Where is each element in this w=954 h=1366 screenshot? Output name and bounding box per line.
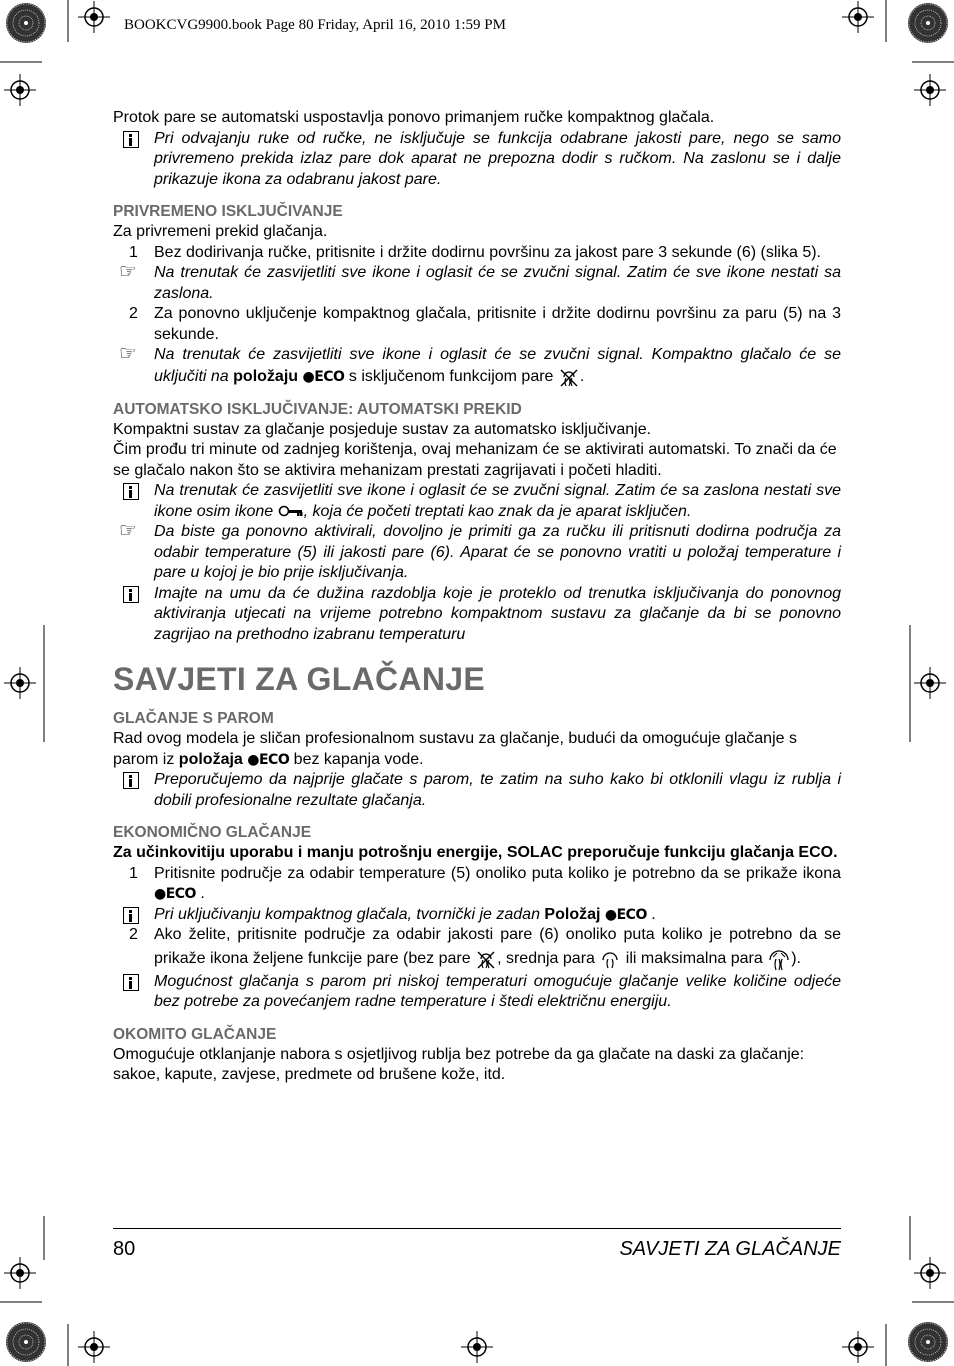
section-heading: OKOMITO GLAČANJE xyxy=(113,1025,277,1043)
info-icon xyxy=(123,907,139,924)
note-row xyxy=(113,972,841,1013)
pointing-hand-icon: ☞ xyxy=(119,518,137,542)
step-row xyxy=(113,304,841,345)
step-text: Ako želite, pritisnite područje za odabir jakosti pare (6) onoliko puta koliko je potrebno da se prikaže ikona željene funkcije pare (bez pare , srednja para ili maksimalna para ). xyxy=(154,925,841,972)
note-row xyxy=(113,129,841,191)
footer-rule xyxy=(113,1228,841,1229)
footer-title: SAVJETI ZA GLAČANJE xyxy=(619,1238,841,1260)
pointing-hand-icon: ☞ xyxy=(119,341,137,365)
note-text: Pri uključivanju kompaktnog glačala, tvornički je zadan Položaj ●ECO . xyxy=(154,905,656,923)
note-row xyxy=(113,584,841,646)
max-steam-icon xyxy=(767,946,791,972)
note-text: Pri odvajanju ruke od ručke, ne isključuje se funkcija odabrane jakosti pare, nego se samo privremeno prekida izlaz pare dok aparat ne prepozna dodir s ručkom. Na zaslonu se i dalje prikazuje ikona za odabranu jakost pare. xyxy=(154,129,841,188)
step-row xyxy=(113,243,841,264)
page-number: 80 xyxy=(113,1238,136,1260)
medium-steam-icon xyxy=(599,948,621,970)
hint-row xyxy=(113,341,841,388)
info-icon xyxy=(123,974,139,991)
step-text: Za ponovno uključenje kompaktnog glačala, pritisnite i držite dodirnu površinu za paru (5) na 3 sekunde. xyxy=(154,305,841,343)
note-row xyxy=(113,770,841,811)
registration-burst-bl xyxy=(6,1322,46,1362)
step-row xyxy=(113,864,841,905)
hint-text: Na trenutak će zasvijetliti sve ikone i oglasit će se zvučni signal. Kompaktno glačalo će se uključiti na položaju ●ECO s isključenom funkcijom pare . xyxy=(154,345,841,388)
page-content xyxy=(113,108,841,1086)
info-icon xyxy=(123,483,139,500)
note-text: Preporučujemo da najprije glačate s parom, te zatim na suho kako bi otklonili vlagu iz rublja i dobili profesionalne rezultate glačanja. xyxy=(154,771,841,809)
step-text: Bez dodirivanja ručke, pritisnite i držite dodirnu površinu za jakost pare 3 sekunde (6) (slika 5). xyxy=(154,243,821,261)
section-heading: AUTOMATSKO ISKLJUČIVANJE: AUTOMATSKI PREKID xyxy=(113,400,522,418)
hint-row xyxy=(113,518,841,584)
note-text: Imajte na umu da će dužina razdoblja koje je proteklo od trenutka isključivanja do ponovnog aktiviranja utjecati na vrijeme potrebno kompaktnom sustavu za glačanje da bi se ponovno zagrijao na prethodno izabranu temperaturu xyxy=(154,584,841,643)
paragraph: Rad ovog modela je sličan profesionalnom sustavu za glačanje, budući da omogućuje glačanje s parom iz položaja ●ECO bez kapanja vode. xyxy=(113,730,797,768)
section-heading: PRIVREMENO ISKLJUČIVANJE xyxy=(113,203,343,220)
eco-icon: ●ECO xyxy=(247,751,290,768)
step-number: 2 xyxy=(129,305,138,322)
note-text: Mogućnost glačanja s parom pri niskoj temperaturi omogućuje glačanje velike količine odjeće bez potrebe za povećanjem radne temperature i štedi električnu energiju. xyxy=(154,972,841,1010)
no-steam-icon xyxy=(475,948,497,970)
step-number: 1 xyxy=(129,243,138,261)
eco-icon: ●ECO xyxy=(154,886,196,902)
note-row xyxy=(113,481,841,522)
step-row xyxy=(113,925,841,972)
registration-burst-tl xyxy=(6,3,46,43)
step-text: Pritisnite područje za odabir temperature (5) onoliko puta koliko je potrebno da se prikaže ikona ●ECO . xyxy=(154,864,841,902)
paragraph: Za privremeni prekid glačanja. xyxy=(113,223,328,240)
no-steam-icon xyxy=(558,366,580,388)
pointing-hand-icon: ☞ xyxy=(119,259,137,283)
hint-row xyxy=(113,259,841,304)
step-number: 1 xyxy=(129,864,138,882)
paragraph: Omogućuje otklanjanje nabora s osjetljivog rublja bez potrebe da ga glačate na daski za glačanje: sakoe, kapute, zavjese, predmete od brušene kože, itd. xyxy=(113,1045,805,1083)
info-icon xyxy=(123,772,139,789)
paragraph-bold: Za učinkovitiju uporabu i manju potrošnju energije, SOLAC preporučuje funkciju glačanja ECO. xyxy=(113,844,838,861)
paragraph: Protok pare se automatski uspostavlja ponovo primanjem ručke kompaktnog glačala. xyxy=(113,109,715,126)
paragraph: Kompaktni sustav za glačanje posjeduje sustav za automatsko isključivanje. xyxy=(113,420,652,438)
section-heading: GLAČANJE S PAROM xyxy=(113,710,274,727)
info-icon xyxy=(123,131,139,148)
step-number: 2 xyxy=(129,926,138,943)
note-row xyxy=(113,905,841,926)
registration-burst-tr xyxy=(908,3,948,43)
page-title: SAVJETI ZA GLAČANJE xyxy=(113,661,485,697)
section-heading: EKONOMIČNO GLAČANJE xyxy=(113,824,312,841)
key-icon xyxy=(278,504,304,518)
hint-text: Da biste ga ponovno aktivirali, dovoljno je primiti ga za ručku ili pritisnuti dodirna područja za odabir temperature (5) ili jakosti pare (6). Aparat će se ponovno vratiti u položaj temperature i pare u kojoj je bio prije isključivanja. xyxy=(154,523,841,581)
book-header-line: BOOKCVG9900.book Page 80 Friday, April 16, 2010 1:59 PM xyxy=(124,17,506,33)
eco-icon: ●ECO xyxy=(302,368,345,385)
note-text: Na trenutak će zasvijetliti sve ikone i oglasit će se zvučni signal. Zatim će sa zaslona nestati sve ikone osim ikone , koja će početi treptati kao znak da je aparat isključen. xyxy=(154,482,841,520)
registration-burst-br xyxy=(908,1322,948,1362)
info-icon xyxy=(123,586,139,603)
hint-text: Na trenutak će zasvijetliti sve ikone i oglasit će se zvučni signal. Zatim će sve ikone nestati sa zaslona. xyxy=(154,264,841,302)
paragraph: Čim prođu tri minute od zadnjeg korištenja, ovaj mehanizam će se aktivirati automatski. To znači da će se glačalo nakon što se aktivira mehanizam prestati zagrijavati i početi hladiti. xyxy=(113,441,837,479)
eco-icon: ●ECO xyxy=(604,906,647,923)
